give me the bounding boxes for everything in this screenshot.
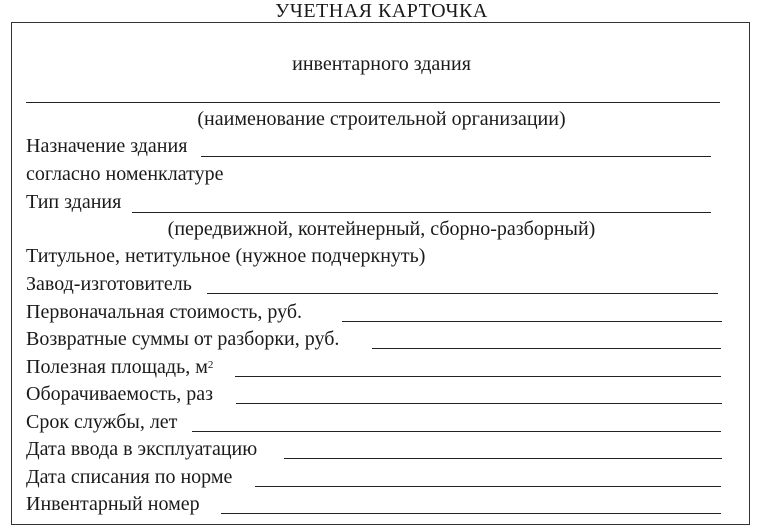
card-frame bbox=[11, 22, 750, 525]
subtitle: инвентарного здания bbox=[292, 53, 471, 75]
turnover-line[interactable] bbox=[236, 403, 722, 404]
useful-area-line[interactable] bbox=[235, 376, 721, 377]
org-caption: (наименование строительной организации) bbox=[197, 108, 566, 130]
card-title: УЧЕТНАЯ КАРТОЧКА bbox=[275, 0, 488, 22]
purpose-line[interactable] bbox=[201, 156, 711, 157]
commission-date-label: Дата ввода в эксплуатацию bbox=[26, 438, 258, 460]
titular-label: Титульное, нетитульное (нужное подчеркнуть) bbox=[26, 245, 426, 267]
inventory-number-line[interactable] bbox=[221, 513, 721, 514]
service-life-label: Срок службы, лет bbox=[26, 411, 178, 433]
initial-cost-label: Первоначальная стоимость, руб. bbox=[26, 301, 302, 323]
type-caption: (передвижной, контейнерный, сборно-разборный) bbox=[167, 218, 596, 240]
turnover-label: Оборачиваемость, раз bbox=[26, 383, 214, 405]
type-label: Тип здания bbox=[26, 191, 122, 213]
inventory-number-label: Инвентарный номер bbox=[26, 493, 200, 515]
return-sums-line[interactable] bbox=[372, 348, 721, 349]
type-line[interactable] bbox=[132, 212, 711, 213]
commission-date-line[interactable] bbox=[284, 458, 722, 459]
nomenclature-label: согласно номенклатуре bbox=[26, 163, 224, 185]
org-name-line[interactable] bbox=[26, 102, 720, 103]
return-sums-label: Возвратные суммы от разборки, руб. bbox=[26, 328, 340, 350]
initial-cost-line[interactable] bbox=[342, 321, 722, 322]
manufacturer-label: Завод-изготовитель bbox=[26, 273, 192, 295]
service-life-line[interactable] bbox=[192, 431, 721, 432]
useful-area-label: Полезная площадь, $м^2$ bbox=[26, 356, 214, 378]
writeoff-date-line[interactable] bbox=[255, 486, 721, 487]
manufacturer-line[interactable] bbox=[207, 293, 718, 294]
writeoff-date-label: Дата списания по норме bbox=[26, 466, 233, 488]
purpose-label: Назначение здания bbox=[26, 135, 188, 157]
